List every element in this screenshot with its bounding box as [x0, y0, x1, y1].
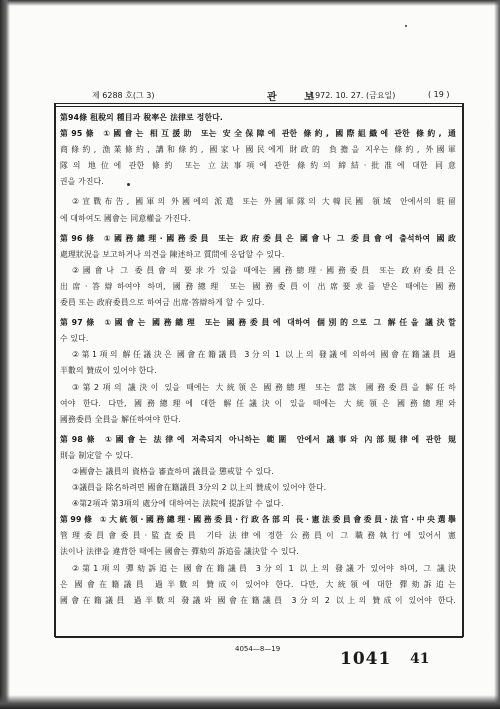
gazette-title: 관 보	[267, 92, 326, 103]
text-line: 法이나 法律을 違背한 때에는 國會는 彈劾의 訴追를 議決할 수 있다.	[60, 547, 299, 557]
issue-number: 제 6288 호(그 3)	[92, 91, 155, 100]
scan-shadow-top	[0, 0, 500, 6]
scan-shadow-left	[0, 0, 10, 709]
frame-right-border	[462, 103, 464, 637]
text-line: 國會在籍議員 過半數의 發議와 國會在籍議員 3分의 2 以上의 贊成이 있어야 한다.	[60, 595, 456, 605]
scan-shadow-right	[494, 0, 500, 709]
text-line: 商條約, 漁業條約, 講和條約, 國家나 國民에게 財政的 負擔을 지우는 條約, 外國軍	[60, 145, 456, 155]
header-rule-bottom	[55, 106, 463, 107]
issue-date: 1972. 10. 27. (금요일)	[310, 91, 396, 100]
text-line: 第98條 ①國會는 法律에 저촉되지 아니하는 範圍 안에서 議事와 內部規律에 관한 規	[60, 434, 456, 444]
text-line: ②國會는 議員의 資格을 審査하며 議員을 懲戒할 수 있다.	[72, 466, 274, 476]
frame-left-border	[54, 103, 56, 637]
text-line: 第99條 ①大統領·國務總理·國務委員·行政各部의 長·憲法委員會委員·法官·中央選擧	[60, 515, 456, 525]
footer-page-number: 41	[410, 651, 430, 667]
text-line: 半數의 贊成이 있어야 한다.	[60, 366, 157, 376]
text-line: ②第1項의 解任議決은 國會在籍議員 3分의 1 以上의 發議에 의하여 國會在籍議員 過	[72, 350, 456, 360]
text-line: 第97條 ①國會는 國務總理 또는 國務委員에 대하여 個別的으로 그 解任을 議決할	[60, 318, 456, 328]
text-line: ②第1項의 彈劾訴追는 國會在籍議員 3分의 1 以上의 發議가 있어야 하며, 그 議決	[72, 563, 456, 573]
text-line: 則을 制定할 수 있다.	[60, 450, 134, 460]
text-line: 隊의 地位에 관한 條約 또는 立法事項에 관한 條約의 締結·批准에 대한 同意	[60, 161, 456, 171]
header-page-number: ( 19 )	[428, 90, 450, 99]
scan-shadow-bottom	[0, 695, 500, 709]
text-line: ③第2項의 議決이 있을 때에는 大統領은 國務總理 또는 當該 國務委員을 解任하	[72, 382, 456, 392]
frame-bottom-border	[55, 636, 463, 638]
text-line: 出席·答辯하여야 하며, 國務總理 또는 國務委員이 出席要求를 받은 때에는 國務	[60, 281, 456, 291]
scan-speck	[127, 183, 130, 186]
text-line: 第95條 ①國會는 相互援助 또는 安全保障에 관한 條約, 國際組織에 관한 條約, 通	[60, 129, 456, 139]
text-line: ④第2項과 第3項의 處分에 대하여는 法院에 提訴할 수 없다.	[72, 499, 284, 509]
text-line: ③議員을 除名하려면 國會在籍議員 3分의 2 以上의 贊成이 있어야 한다.	[72, 483, 327, 493]
scan-speck	[405, 25, 407, 27]
text-line: ②國會나 그 委員會의 要求가 있을 때에는 國務總理·國務委員 또는 政府委員은	[72, 265, 456, 275]
text-line: 國務委員 全員을 解任하여야 한다.	[60, 414, 182, 424]
text-line: 第96條 ①國務總理·國務委員 또는 政府委員은 國會나 그 委員會에 출석하여 國政	[60, 233, 456, 243]
header-rule-top	[55, 103, 463, 104]
text-line: 處理狀況을 보고하거나 의견을 陳述하고 質問에 응답할 수 있다.	[60, 249, 285, 259]
article-text	[60, 110, 456, 609]
text-line: 第94條 租稅의 種目과 稅率은 法律로 정한다.	[60, 113, 224, 122]
text-line: 여야 한다. 다만, 國務總理에 대한 解任議決이 있을 때에는 大統領은 國務總理와	[60, 398, 456, 408]
page-header	[52, 87, 462, 101]
text-line: 에 대하여도 國會는 同意權을 가진다.	[60, 213, 191, 223]
text-line: 管理委員會委員·監査委員 기타 法律에 정한 公務員이 그 職務執行에 있어서 憲	[60, 531, 456, 541]
text-line: 수 있다.	[60, 334, 89, 344]
text-line: ②宣戰布告, 國軍의 外國에의 派遣 또는 外國軍隊의 大韓民國 領域 안에서의 駐留	[72, 197, 456, 207]
text-line: 委員 또는 政府委員으로 하여금 出席·答辯하게 할 수 있다.	[60, 298, 265, 308]
text-line: 은 國會在籍議員 過半數의 贊成이 있어야 한다. 다만, 大統領에 대한 彈劾訴追는	[60, 579, 456, 589]
print-code: 4054—8—19	[235, 645, 281, 653]
stamped-number: 1041	[340, 649, 392, 669]
text-line: 권을 가진다.	[60, 177, 105, 187]
